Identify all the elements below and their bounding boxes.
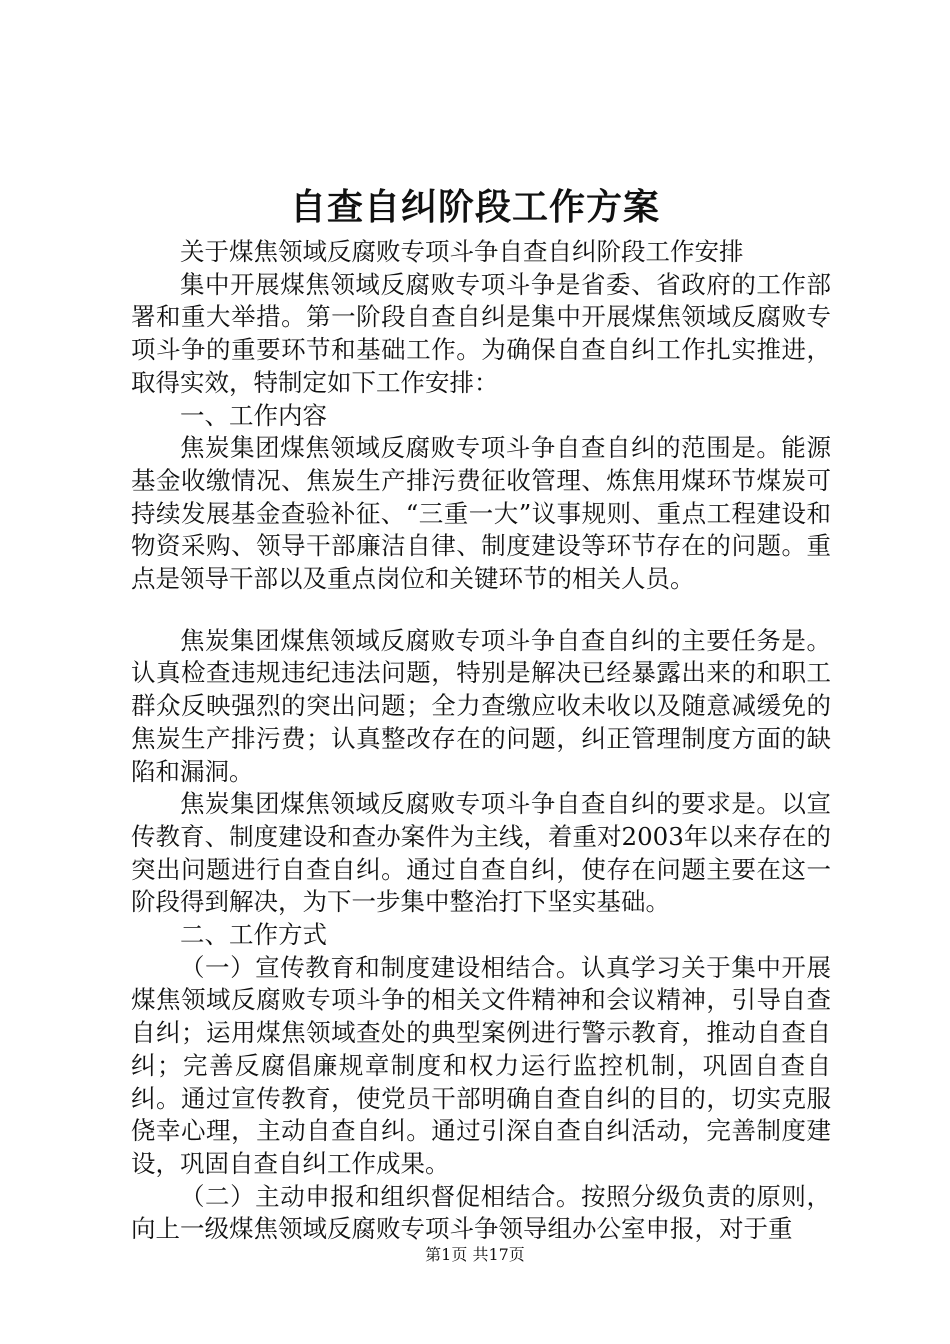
section-heading-work-method: 二、工作方式 — [180, 920, 327, 950]
intro-paragraph: 集中开展煤焦领域反腐败专项斗争是省委、省政府的工作部署和重大举措。第一阶段自查自纠是集中开展煤焦领域反腐败专项斗争的重要环节和基础工作。为确保自查自纠工作扎实推进，取得实效，特制定如下工作安排： — [131, 269, 831, 397]
method-two-paragraph: （二）主动申报和组织督促相结合。按照分级负责的原则，向上一级煤焦领域反腐败专项斗争领导组办公室申报，对于重 — [131, 1181, 831, 1244]
document-title: 自查自纠阶段工作方案 — [289, 187, 660, 228]
method-one-paragraph: （一）宣传教育和制度建设相结合。认真学习关于集中开展煤焦领域反腐败专项斗争的相关文件精神和会议精神，引导自查自纠；运用煤焦领域查处的典型案例进行警示教育，推动自查自纠；完善反腐倡廉规章制度和权力运行监控机制，巩固自查自纠。通过宣传教育，使党员干部明确自查自纠的目的，切实克服侥幸心理，主动自查自纠。通过引深自查自纠活动，完善制度建设，巩固自查自纠工作成果。 — [131, 952, 831, 1178]
document-body — [131, 236, 831, 1246]
section-heading-work-content: 一、工作内容 — [180, 400, 327, 430]
tasks-paragraph: 焦炭集团煤焦领域反腐败专项斗争自查自纠的主要任务是。认真检查违规违纪违法问题，特别是解决已经暴露出来的和职工群众反映强烈的突出问题；全力查缴应收未收以及随意减缓免的焦炭生产排污费；认真整改存在的问题，纠正管理制度方面的缺陷和漏洞。 — [131, 625, 831, 786]
requirements-paragraph: 焦炭集团煤焦领域反腐败专项斗争自查自纠的要求是。以宣传教育、制度建设和查办案件为主线，着重对2003年以来存在的突出问题进行自查自纠。通过自查自纠，使存在问题主要在这一阶段得到解决，为下一步集中整治打下坚实基础。 — [131, 789, 831, 917]
subtitle-paragraph: 关于煤焦领域反腐败专项斗争自查自纠阶段工作安排 — [180, 237, 744, 266]
scope-paragraph: 焦炭集团煤焦领域反腐败专项斗争自查自纠的范围是。能源基金收缴情况、焦炭生产排污费征收管理、炼焦用煤环节煤炭可持续发展基金查验补征、“三重一大”议事规则、重点工程建设和物资采购、领导干部廉洁自律、制度建设等环节存在的问题。重点是领导干部以及重点岗位和关键环节的相关人员。 — [131, 433, 831, 594]
page-number-footer: 第1页 共17页 — [425, 1245, 525, 1264]
